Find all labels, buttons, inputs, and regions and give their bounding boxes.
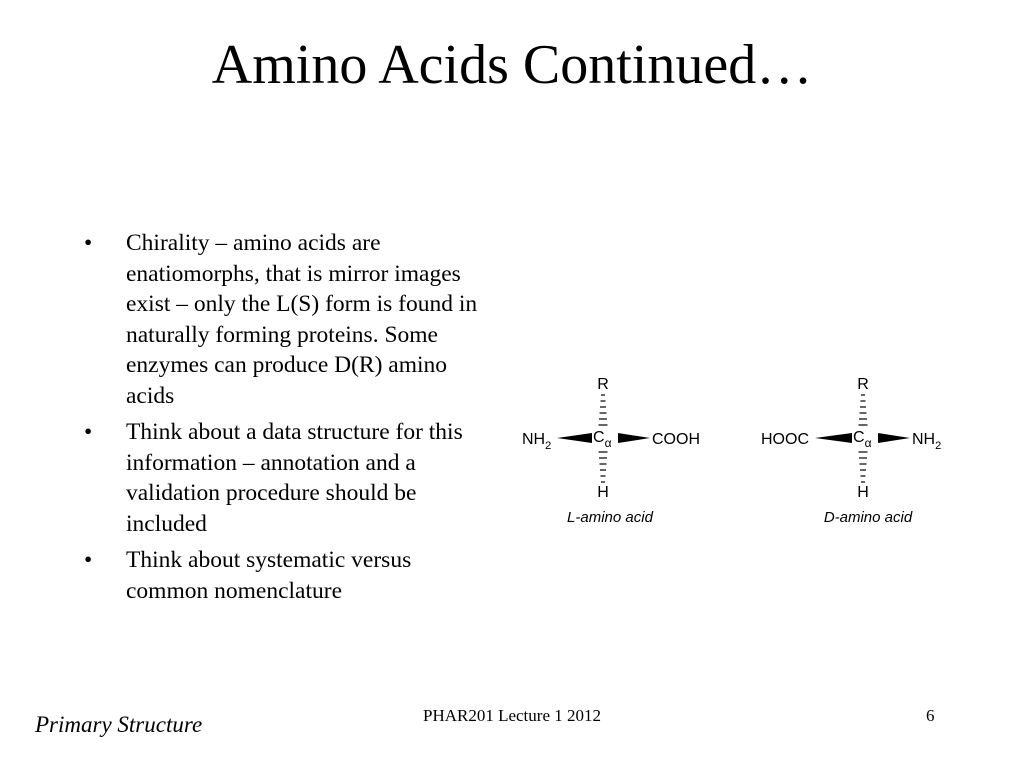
l-substituent-h: H — [597, 484, 609, 501]
l-wedge-bond-left — [557, 433, 592, 443]
footer-section-title: Primary Structure — [35, 712, 203, 737]
d-substituent-h: H — [857, 484, 869, 501]
bullet-text: Chirality – amino acids are enatiomorphs, that is mirror images exist – only the L(S) form is found in naturally forming proteins. Some enzymes can produce D(R) amino acids — [126, 230, 478, 409]
bullet-text: Think about systematic versus common nomenclature — [126, 547, 412, 604]
d-alpha-carbon: C — [853, 429, 865, 446]
l-substituent-nh2: NH — [522, 431, 546, 448]
l-alpha-carbon: C — [593, 429, 605, 446]
d-amino-acid-caption: D-amino acid — [823, 509, 913, 526]
l-wedge-bond-right — [618, 433, 650, 443]
l-substituent-cooh: COOH — [652, 431, 700, 448]
l-alpha-subscript: α — [604, 436, 612, 450]
bullet-marker: • — [84, 230, 93, 256]
bullet-item-chirality — [84, 228, 496, 411]
l-subscript-2: 2 — [545, 440, 552, 452]
d-substituent-hooc: HOOC — [761, 431, 809, 448]
bullet-marker: • — [84, 419, 93, 445]
bullet-list — [84, 228, 496, 612]
svg-text:NH2 — [912, 431, 941, 452]
svg-text:Cα — [853, 429, 872, 450]
d-hashed-bond-up — [859, 395, 868, 425]
svg-text:Cα — [593, 429, 612, 450]
bullet-item-nomenclature — [84, 545, 496, 606]
slide-title: Amino Acids Continued… — [211, 34, 813, 96]
l-hashed-bond-up — [599, 395, 608, 425]
amino-acid-structures — [505, 360, 965, 540]
d-amino-acid-structure — [761, 376, 941, 526]
l-amino-acid-structure — [522, 376, 700, 526]
d-subscript-2: 2 — [935, 440, 942, 452]
bullet-marker: • — [84, 547, 93, 573]
l-amino-acid-caption: L-amino acid — [567, 509, 653, 526]
bullet-item-data-structure — [84, 417, 496, 539]
d-wedge-bond-left — [815, 433, 852, 443]
footer-lecture-label: PHAR201 Lecture 1 2012 — [422, 706, 601, 725]
page-number: 6 — [926, 706, 935, 725]
svg-text:NH2 — [522, 431, 551, 452]
d-alpha-subscript: α — [864, 436, 872, 450]
d-substituent-r: R — [857, 376, 869, 393]
d-wedge-bond-right — [878, 433, 910, 443]
l-substituent-r: R — [597, 376, 609, 393]
d-hashed-bond-down — [859, 452, 868, 482]
l-hashed-bond-down — [599, 452, 608, 482]
d-substituent-nh2: NH — [912, 431, 936, 448]
bullet-text: Think about a data structure for this information – annotation and a validation procedure should be included — [126, 419, 463, 537]
